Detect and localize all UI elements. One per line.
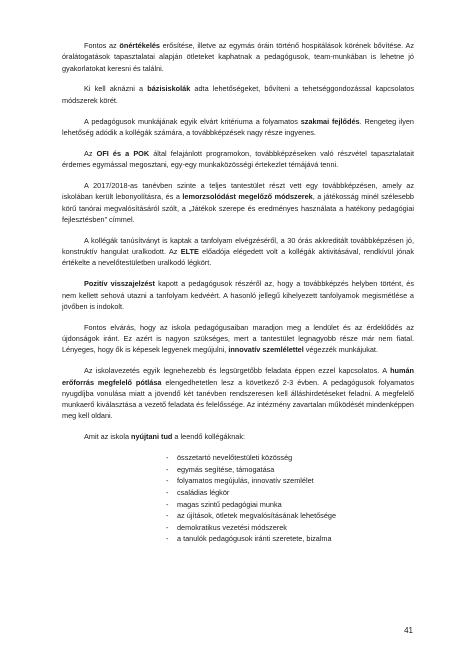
bold-phrase: OFI és a POK [96, 148, 150, 158]
list-item: - családias légkör [166, 487, 414, 499]
text-run: A 2017/2018-as tanévben szinte a teljes tantestület részt vett egy továbbképzésen, amely az iskolában került lebonyolításra, és a [62, 181, 414, 202]
paragraph [62, 431, 414, 442]
bold-phrase: önértékelés [119, 41, 160, 50]
paragraph [62, 278, 414, 312]
text-run: Az iskolavezetés egyik legnehezebb és legsürgetőbb feladata éppen ezzel kapcsolatos. A [84, 366, 391, 376]
text-run: előadója elégedett volt a kollégák aktivitásával, rendkívül jónak értékelte a nevelőtestületben uralkodó légkört. [62, 247, 414, 268]
text-run: által felajánlott programokon, továbbképzéseken való részvétel tapasztalatait érdemes egymással megosztani, egy-egy munkaközösségi értekezlet témájává tenni. [62, 148, 415, 170]
text-run: Amit az iskola [84, 432, 132, 442]
text-run: , a játékosság minél szélesebb körű tanórai megvalósításáról szólt, a „Játékok szerepe és eredményes használata a hatékony pedagógiai fejlesztésben” címmel. [62, 192, 414, 224]
text-run: kapott a pedagógusok részéről az, hogy a továbbképzés helyben történt, és nem kellett sehová utazni a tanfolyam kedvéért. A hasonló jellegű kihelyezett tanfolyamok megismétlése a jövőben is indokolt. [62, 279, 415, 311]
paragraph [62, 83, 414, 106]
list-item: - egymás segítése, támogatása [166, 464, 414, 476]
list-item: - folyamatos megújulás, innovatív szemlélet [166, 475, 414, 487]
paragraph [62, 322, 414, 356]
paragraph-list [62, 40, 414, 443]
text-run: erősítése, illetve az egymás óráin történő hospitálások körének bővítése. Az óralátogatások tapasztalatai alapján ötleteket kaphatnak a pedagógusok, team-munkában is lehetne jó gyakorlatokat keresni és találni. [62, 41, 415, 73]
document-body [62, 40, 414, 545]
text-run: . Rengeteg ilyen lehetőség adódik a kollégák számára, a továbbképzések nagy része ingyenes. [62, 116, 414, 137]
bold-phrase: nyújtani tud [131, 432, 173, 442]
bold-phrase: humán erőforrás megfelelő pótlása [62, 366, 414, 387]
bold-phrase: lemorzsolódást megelőző módszerek [182, 192, 313, 202]
bold-phrase: innovatív szemlélettel [228, 345, 304, 355]
bold-phrase: Pozitív visszajelzést [84, 279, 155, 289]
text-run: Az [84, 148, 97, 158]
text-run: Fontos elvárás, hogy az iskola pedagógusaiban maradjon meg a lendület és az érdeklődés az újdonságok iránt. Ez azért is nagyon szükséges, mert a tantestület legnagyobb része már nem fiatal. Lényeges, hogy ők is képesek legyenek megújulni, [62, 322, 414, 355]
paragraph [62, 40, 414, 74]
bold-phrase: szakmai fejlődés [300, 116, 360, 126]
paragraph [62, 116, 414, 139]
bold-phrase: bázisiskolák [147, 84, 191, 94]
list-item: - magas szintű pedagógiai munka [166, 499, 414, 511]
text-run: Ki kell aknázni a [84, 84, 148, 94]
text-run: elengedhetetlen lesz a következő 2-3 évben. A pedagógusok folyamatos nyugdíjba vonulása miatt a jövendő két tanévben rendszeresen kell álláshirdetéseket feladni. A megfelelő munkaerő kiválasztása a vezető feladata és felelőssége. Az intézmény zavartalan működését mindenképpen meg kell oldani. [62, 377, 414, 421]
text-run: Fontos az [84, 41, 120, 50]
list-item: - demokratikus vezetési módszerek [166, 522, 414, 534]
paragraph [62, 235, 414, 269]
paragraph [62, 148, 414, 171]
page-number: 41 [404, 626, 413, 635]
text-run: végezzék munkájukat. [303, 345, 378, 355]
text-run: A pedagógusok munkájának egyik elvárt kritériuma a folyamatos [84, 116, 301, 126]
text-run: a leendő kollégáknak: [172, 432, 246, 442]
benefits-list [62, 452, 414, 545]
bold-phrase: ELTE [180, 247, 199, 257]
paragraph [62, 365, 414, 421]
paragraph [62, 180, 414, 225]
list-item: - az újítások, ötletek megvalósításának lehetősége [166, 510, 414, 522]
text-run: A kollégák tanúsítványt is kaptak a tanfolyam elvégzéséről, a 30 órás akkreditált továbbképzésen jó, konstruktív hangulat uralkodott. Az [62, 235, 414, 257]
list-item: - összetartó nevelőtestületi közösség [166, 452, 414, 464]
text-run: adta lehetőségeket, bővíteni a tehetséggondozással kapcsolatos módszerek körét. [62, 84, 414, 105]
list-item: - a tanulók pedagógusok iránti szeretete, bizalma [166, 533, 414, 545]
